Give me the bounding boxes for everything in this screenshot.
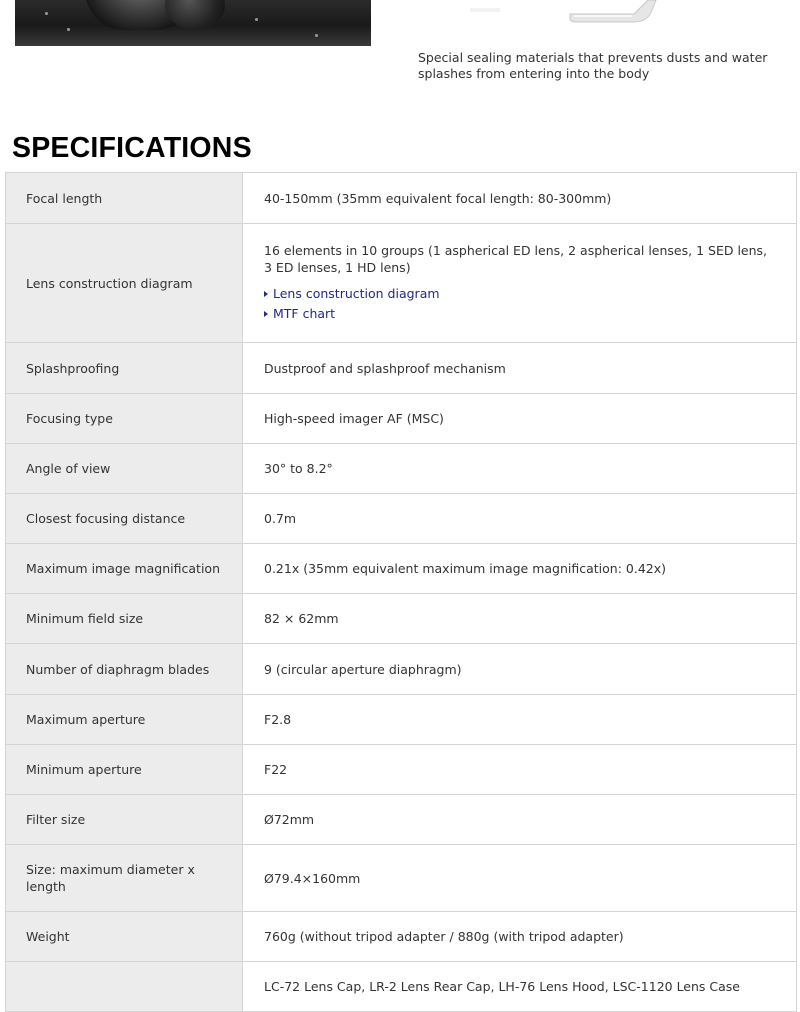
link-label: MTF chart [273, 306, 336, 321]
spec-value: F22 [243, 745, 797, 795]
spec-value: High-speed imager AF (MSC) [243, 394, 797, 444]
spec-value: 82 × 62mm [243, 594, 797, 644]
spec-value: Dustproof and splashproof mechanism [243, 343, 797, 394]
spec-value-cell [243, 224, 797, 343]
product-photo [15, 0, 371, 46]
spec-row-diaphragm-blades [6, 644, 797, 695]
spec-label: Minimum field size [6, 594, 243, 644]
spec-value: LC-72 Lens Cap, LR-2 Lens Rear Cap, LH-76 Lens Hood, LSC-1120 Lens Case [243, 962, 797, 1012]
spec-row-filter-size [6, 795, 797, 845]
spec-value: Ø79.4×160mm [243, 845, 797, 912]
spec-label: Number of diaphragm blades [6, 644, 243, 695]
spec-value: F2.8 [243, 695, 797, 745]
spec-row-angle-of-view [6, 444, 797, 494]
spec-label: Maximum aperture [6, 695, 243, 745]
arrow-right-icon [264, 291, 268, 297]
spec-label: Lens construction diagram [6, 224, 243, 343]
water-droplet [315, 34, 318, 37]
spec-label: Weight [6, 912, 243, 962]
lens-construction-diagram-link[interactable] [264, 284, 776, 304]
arrow-right-icon [264, 311, 268, 317]
lens-ring-shape [165, 0, 225, 30]
spec-row-closest-focusing [6, 494, 797, 544]
spec-row-max-aperture [6, 695, 797, 745]
spec-value: 16 elements in 10 groups (1 aspherical ED lens, 2 aspherical lenses, 1 SED lens, 3 ED lenses, 1 HD lens) [264, 243, 768, 275]
spec-row-focal-length [6, 173, 797, 224]
spec-row-max-magnification [6, 544, 797, 594]
specifications-heading: SPECIFICATIONS [12, 132, 252, 164]
spec-links [264, 284, 776, 324]
water-droplet [255, 18, 258, 21]
link-label: Lens construction diagram [273, 286, 440, 301]
water-droplet [67, 28, 70, 31]
spec-row-weight [6, 912, 797, 962]
spec-row-lens-construction [6, 224, 797, 343]
spec-value: 0.21x (35mm equivalent maximum image magnification: 0.42x) [243, 544, 797, 594]
spec-value: 760g (without tripod adapter / 880g (with tripod adapter) [243, 912, 797, 962]
seal-caption: Special sealing materials that prevents dusts and water splashes from entering into the body [418, 50, 768, 81]
spec-value: 0.7m [243, 494, 797, 544]
water-droplet [45, 12, 48, 15]
spec-row-min-field-size [6, 594, 797, 644]
spec-row-focusing-type [6, 394, 797, 444]
spec-label [6, 962, 243, 1012]
spec-row-size [6, 845, 797, 912]
spec-row-min-aperture [6, 745, 797, 795]
spec-label: Size: maximum diameter x length [6, 845, 243, 912]
spec-value: 9 (circular aperture diaphragm) [243, 644, 797, 695]
spec-label: Maximum image magnification [6, 544, 243, 594]
spec-label: Focal length [6, 173, 243, 224]
spec-label: Minimum aperture [6, 745, 243, 795]
seal-diagram-faint [470, 8, 500, 12]
seal-diagram [568, 0, 658, 24]
spec-label: Angle of view [6, 444, 243, 494]
spec-value: 30° to 8.2° [243, 444, 797, 494]
spec-label: Focusing type [6, 394, 243, 444]
specifications-table [5, 172, 797, 1012]
spec-value: 40-150mm (35mm equivalent focal length: 80-300mm) [243, 173, 797, 224]
spec-row-splashproofing [6, 343, 797, 394]
spec-label: Splashproofing [6, 343, 243, 394]
spec-label: Closest focusing distance [6, 494, 243, 544]
mtf-chart-link[interactable] [264, 304, 776, 324]
spec-label: Filter size [6, 795, 243, 845]
spec-value: Ø72mm [243, 795, 797, 845]
spec-row-accessories [6, 962, 797, 1012]
